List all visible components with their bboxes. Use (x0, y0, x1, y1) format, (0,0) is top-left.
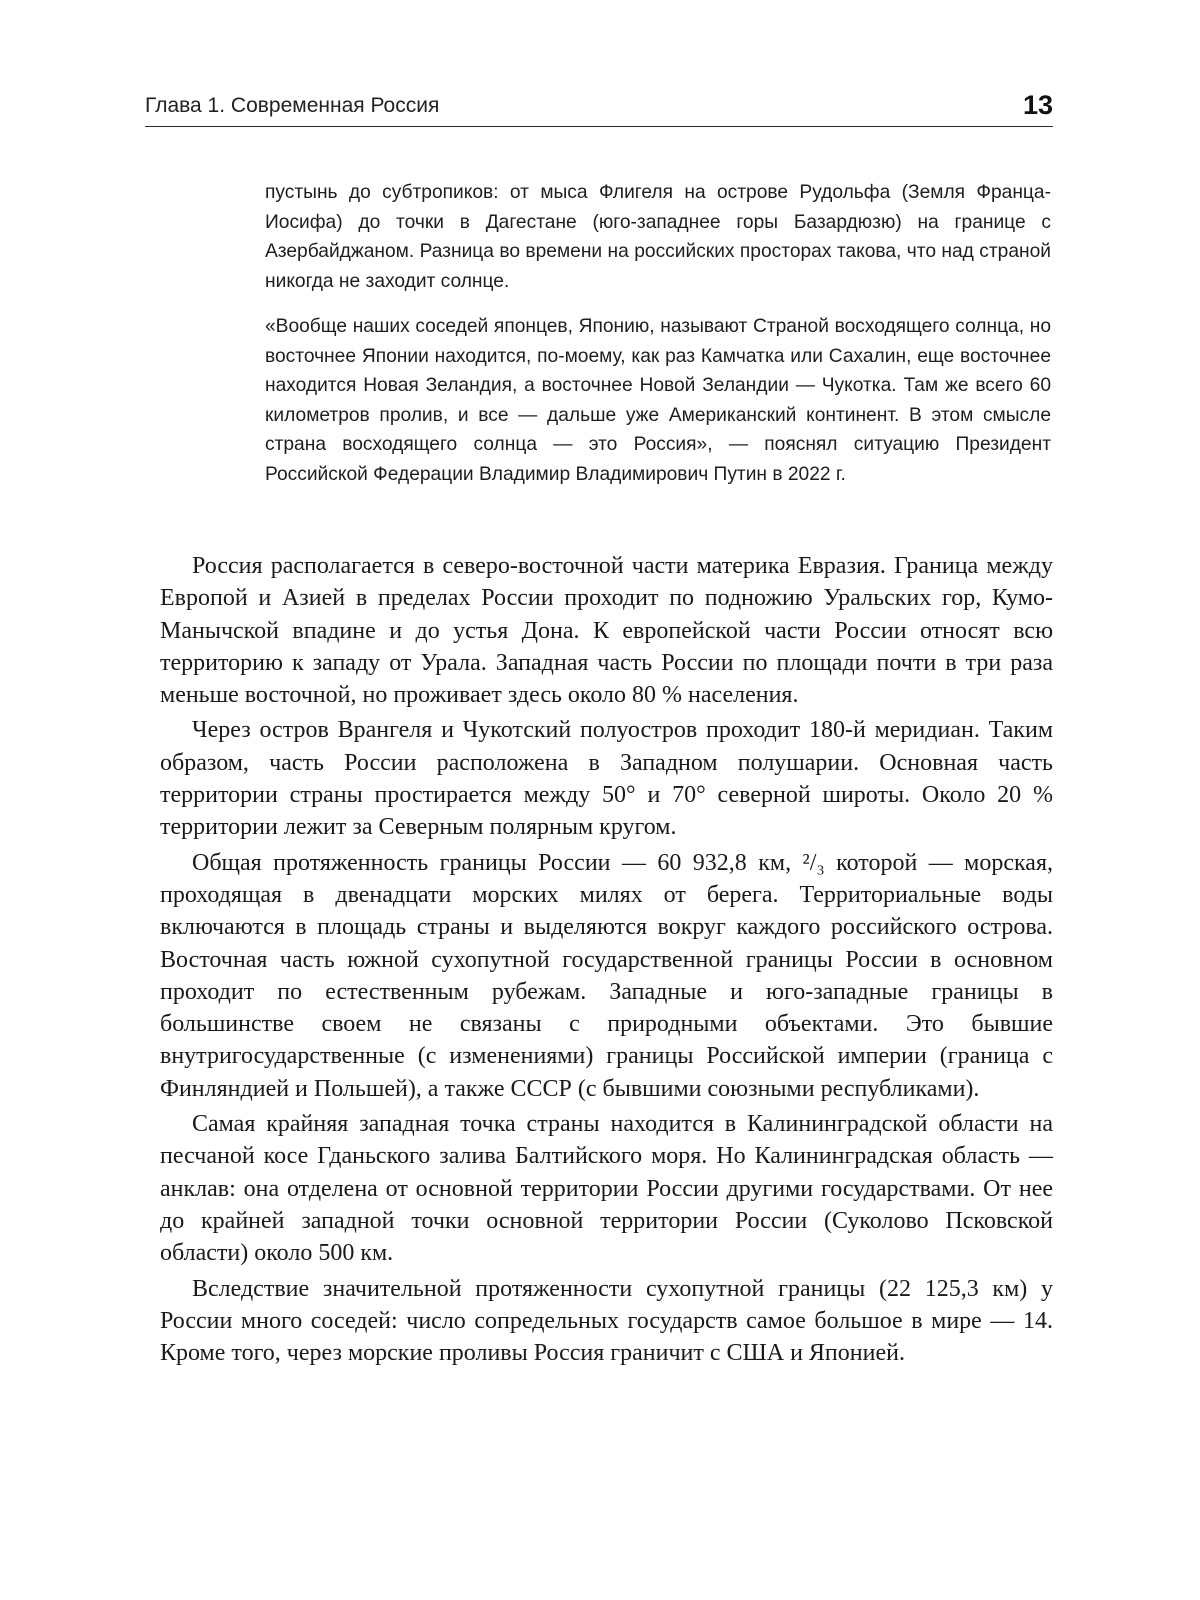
main-body-text (160, 550, 1053, 1372)
body-paragraph: Вследствие значительной протяженности сухопутной границы (22 125,3 км) у России много соседей: число сопредельных государств самое большое в мире — 14. Кроме того, через морские проливы Россия граничит с США и Японией. (160, 1275, 1053, 1367)
page-header (145, 88, 1053, 127)
body-paragraph: Общая протяженность границы России — 60 932,8 км, ²/₃ которой — морская, проходящая в двенадцати морских милях от берега. Территориальные воды включаются в площадь страны и выделяются вокруг каждого российского острова. Восточная часть южной сухопутной государственной границы России в основном проходит по естественным рубежам. Западные и юго-западные границы в большинстве своем не связаны с природными объектами. Это бывшие внутригосударственные (с изменениями) границы Российской империи (граница с Финляндией и Польшей), а также СССР (с бывшими союзными республиками). (160, 849, 1053, 1102)
page-number: 13 (1022, 90, 1053, 120)
intro-paragraph: пустынь до субтропиков: от мыса Флигеля на острове Рудольфа (Земля Франца-Иосифа) до точки в Дагестане (юго-западнее горы Базардюзю) на границе с Азербайджаном. Разница во времени на российских просторах такова, что над страной никогда не заходит солнце. (265, 182, 1051, 292)
body-paragraph: Самая крайняя западная точка страны находится в Калининградской области на песчаной косе Гданьского залива Балтийского моря. Но Калининградская область — анклав: она отделена от основной территории России другими государствами. От нее до крайней западной точки основной территории России (Суколово Псковской области) около 500 км. (160, 1111, 1053, 1267)
body-paragraph: Россия располагается в северо-восточной части материка Евразия. Граница между Европой и Азией в пределах России проходит по подножию Уральских гор, Кумо-Манычской впадине и до устья Дона. К европейской части России относят всю территорию к западу от Урала. Западная часть России по площади почти в три раза меньше восточной, но проживает здесь около 80 % населения. (160, 553, 1053, 709)
body-paragraph: Через остров Врангеля и Чукотский полуостров проходит 180-й меридиан. Таким образом, часть России расположена в Западном полушарии. Основная часть территории страны простирается между 50° и 70° северной широты. Около 20 % территории лежит за Северным полярным кругом. (160, 717, 1053, 841)
chapter-title: Глава 1. Современная Россия (145, 94, 440, 117)
quote-paragraph: «Вообще наших соседей японцев, Японию, называют Страной восходящего солнца, но восточнее Японии находится, по-моему, как раз Камчатка или Сахалин, еще восточнее находится Новая Зеландия, а восточнее Новой Зеландии — Чукотка. Там же всего 60 километров пролив, и все — дальше уже Американский континент. В этом смысле страна восходящего солнца — это Россия», — пояснял ситуацию Президент Российской Федерации Владимир Владимирович Путин в 2022 г. (265, 316, 1051, 485)
